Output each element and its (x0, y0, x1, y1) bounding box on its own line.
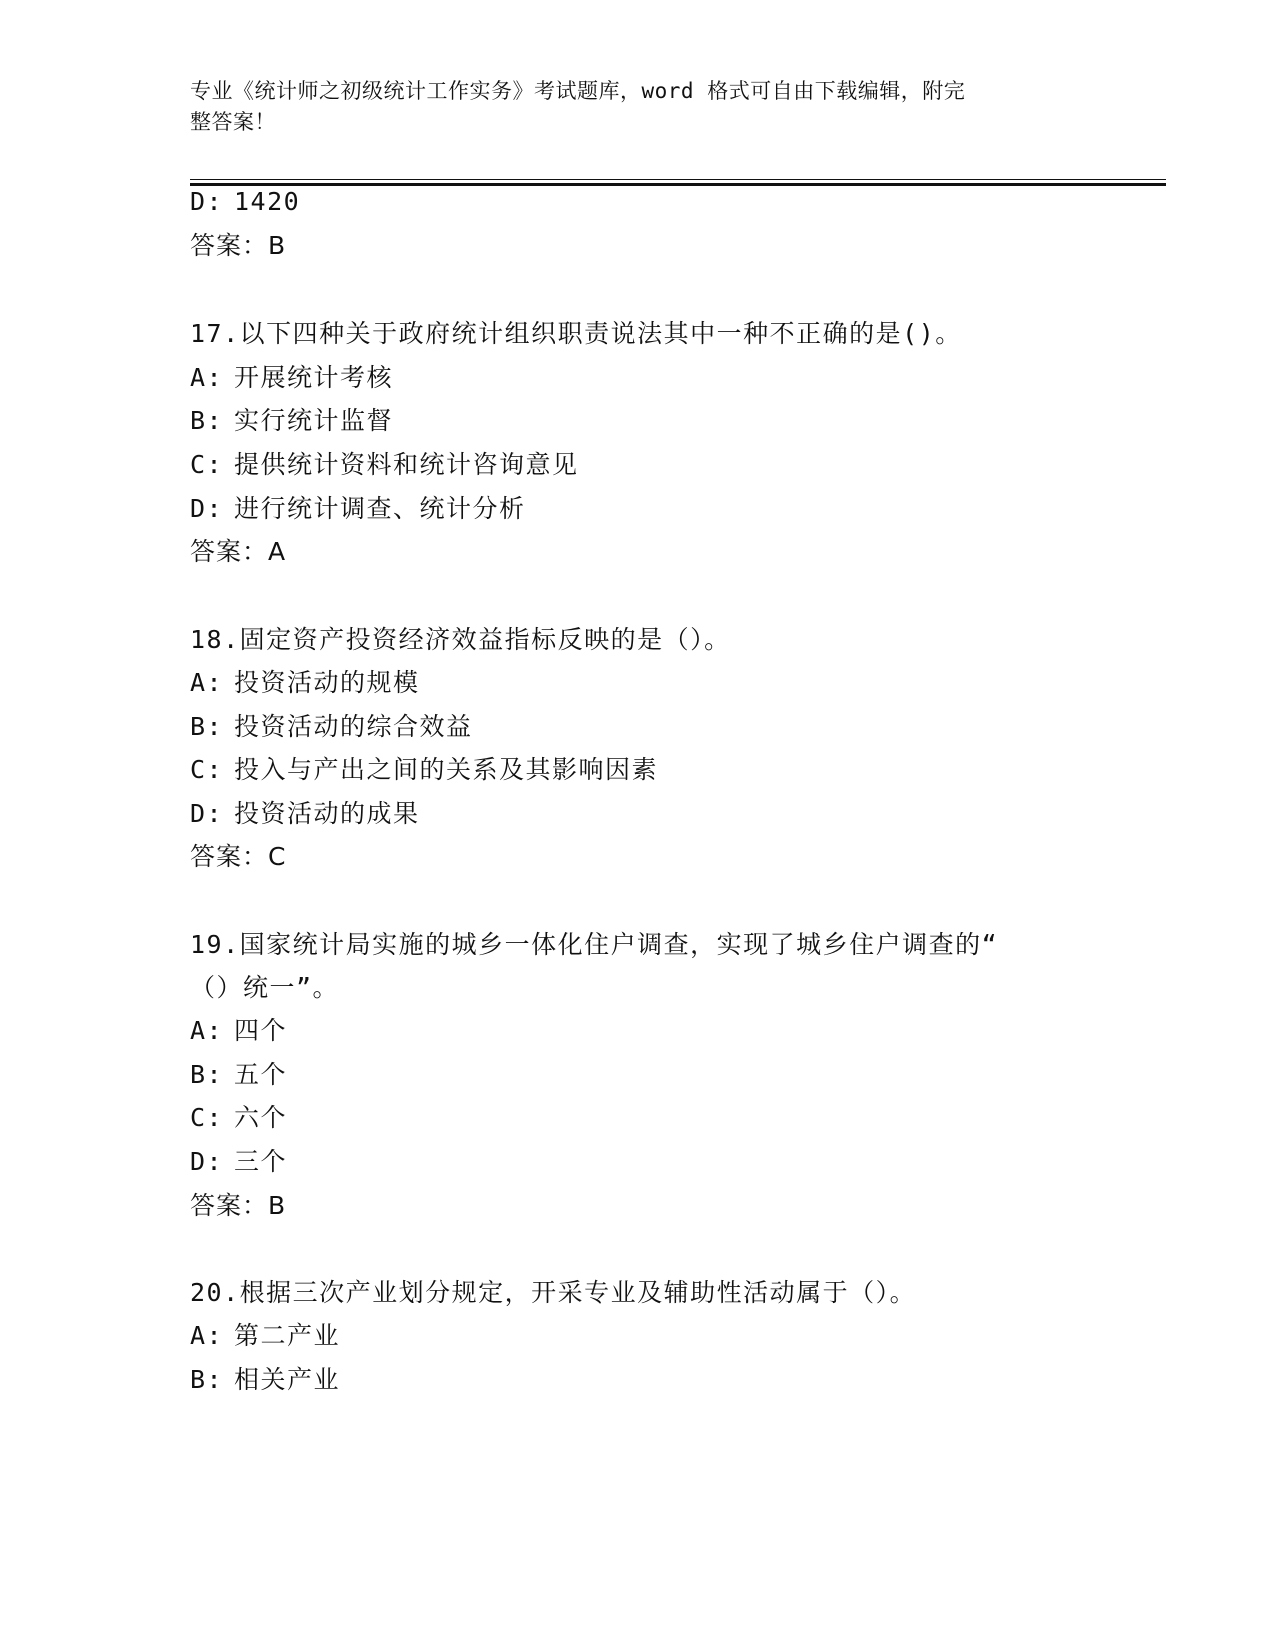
option-label: D: (190, 1147, 224, 1176)
question-18-stem: 18.固定资产投资经济效益指标反映的是（）。 (190, 625, 731, 654)
document-header (190, 76, 1090, 138)
question-18-option-d (190, 798, 420, 830)
prev-option-d (190, 186, 300, 218)
option-text: 投资活动的成果 (234, 799, 420, 828)
option-text: 实行统计监督 (234, 406, 394, 435)
option-label: B: (190, 712, 224, 741)
header-divider-thin (190, 179, 1166, 180)
question-18-option-a (190, 667, 420, 699)
question-17-option-b (190, 405, 393, 437)
question-19-stem-line-1: 19.国家统计局实施的城乡一体化住户调查，实现了城乡住户调查的“ (190, 930, 999, 959)
question-18-answer: 答案：C (190, 842, 287, 871)
question-20-option-b (190, 1364, 340, 1396)
prev-answer: 答案：B (190, 231, 287, 260)
question-19-option-a (190, 1015, 287, 1047)
header-line-2: 整答案！ (190, 110, 276, 134)
question-18-option-c (190, 754, 658, 786)
option-label: B: (190, 406, 224, 435)
question-19-stem-line-2: （）统一”。 (190, 973, 340, 1002)
option-label: A: (190, 1016, 224, 1045)
question-17-option-d (190, 493, 526, 525)
option-text: 四个 (234, 1016, 288, 1045)
option-text: 投资活动的综合效益 (234, 712, 473, 741)
option-label: B: (190, 1060, 224, 1089)
option-label: C: (190, 755, 224, 784)
option-text: 1420 (234, 187, 301, 216)
option-text: 第二产业 (234, 1321, 341, 1350)
question-19-answer: 答案：B (190, 1191, 287, 1220)
question-17-option-a (190, 362, 393, 394)
header-line-1: 专业《统计师之初级统计工作实务》考试题库，word 格式可自由下载编辑，附完 (190, 79, 966, 103)
option-label: A: (190, 1321, 224, 1350)
header-divider-thick (190, 183, 1166, 186)
question-19-option-c (190, 1102, 287, 1134)
option-label: A: (190, 668, 224, 697)
option-label: D: (190, 799, 224, 828)
option-text: 六个 (234, 1103, 288, 1132)
option-label: D: (190, 494, 224, 523)
option-label: D: (190, 187, 224, 216)
option-text: 进行统计调查、统计分析 (234, 494, 526, 523)
option-text: 开展统计考核 (234, 363, 394, 392)
option-text: 投入与产出之间的关系及其影响因素 (234, 755, 659, 784)
option-text: 提供统计资料和统计咨询意见 (234, 450, 579, 479)
option-label: A: (190, 363, 224, 392)
question-17-option-c (190, 449, 579, 481)
question-17-answer: 答案：A (190, 537, 287, 566)
option-text: 相关产业 (234, 1365, 341, 1394)
option-label: C: (190, 450, 224, 479)
question-17-stem: 17.以下四种关于政府统计组织职责说法其中一种不正确的是()。 (190, 319, 962, 348)
question-20-option-a (190, 1320, 340, 1352)
question-18-option-b (190, 711, 473, 743)
question-19-option-d (190, 1146, 287, 1178)
option-label: C: (190, 1103, 224, 1132)
option-label: B: (190, 1365, 224, 1394)
option-text: 投资活动的规模 (234, 668, 420, 697)
option-text: 五个 (234, 1060, 288, 1089)
option-text: 三个 (234, 1147, 288, 1176)
question-19-option-b (190, 1059, 287, 1091)
question-20-stem: 20.根据三次产业划分规定，开采专业及辅助性活动属于（）。 (190, 1278, 917, 1307)
